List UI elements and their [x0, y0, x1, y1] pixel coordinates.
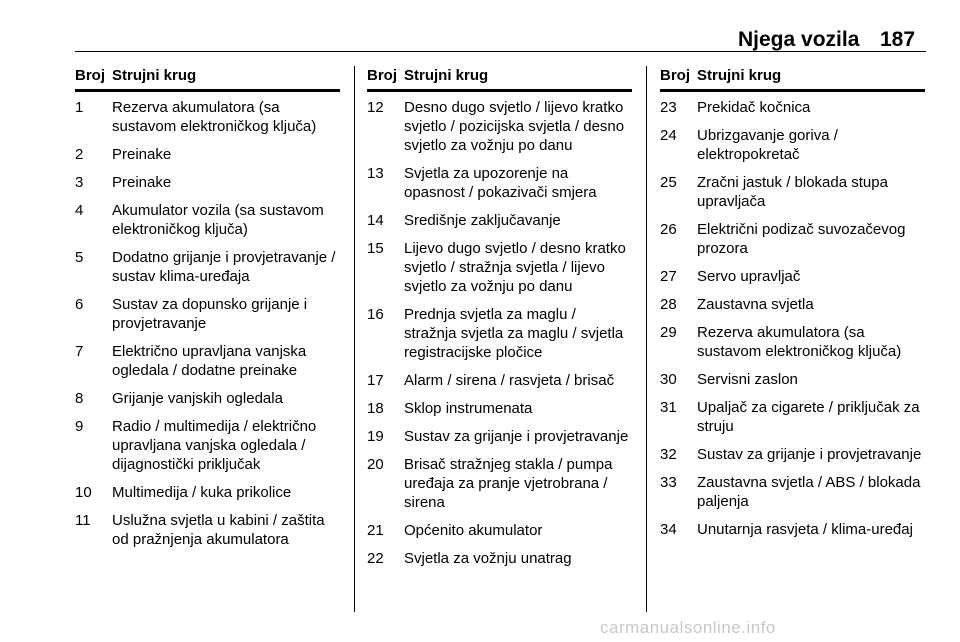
circuit-description: Zaustavna svjetla	[697, 296, 814, 313]
fuse-number: 27	[660, 268, 677, 285]
table-row	[75, 511, 340, 549]
fuse-number: 8	[75, 390, 84, 407]
fuse-number: 9	[75, 418, 84, 435]
circuit-description: Multimedija / kuka prikolice	[112, 484, 292, 501]
circuit-description: Alarm / sirena / rasvjeta / brisač	[404, 372, 615, 389]
circuit-description: Zaustavna svjetla / ABS / blokada paljenja	[697, 474, 921, 510]
fuse-number: 28	[660, 296, 677, 313]
table-row	[367, 399, 632, 418]
table-row	[660, 323, 925, 361]
fuse-number: 26	[660, 221, 677, 238]
fuse-number: 31	[660, 399, 677, 416]
column-divider	[354, 66, 355, 612]
table-row	[367, 98, 632, 155]
fuse-number: 2	[75, 146, 84, 163]
circuit-description: Upaljač za cigarete / priključak za struju	[697, 399, 920, 435]
table-row	[367, 455, 632, 512]
header-num: Broj	[75, 67, 105, 84]
fuse-number: 1	[75, 99, 84, 116]
table-row	[367, 371, 632, 390]
circuit-description: Ubrizgavanje goriva / elektropokretač	[697, 127, 838, 163]
circuit-description: Preinake	[112, 146, 172, 163]
circuit-description: Uslužna svjetla u kabini / zaštita od pražnjenja akumulatora	[112, 512, 325, 548]
fuse-number: 34	[660, 521, 677, 538]
fuse-number: 16	[367, 306, 384, 323]
table-row	[75, 98, 340, 136]
table-row	[75, 417, 340, 474]
column-divider	[646, 66, 647, 612]
circuit-description: Sustav za grijanje i provjetravanje	[697, 446, 922, 463]
fuse-number: 22	[367, 550, 384, 567]
table-row	[367, 427, 632, 446]
fuse-number: 29	[660, 324, 677, 341]
table-row	[660, 173, 925, 211]
table-row	[660, 473, 925, 511]
table-row	[367, 305, 632, 362]
table-row	[660, 520, 925, 539]
table-row	[75, 342, 340, 380]
fuse-number: 20	[367, 456, 384, 473]
fuse-number: 23	[660, 99, 677, 116]
circuit-description: Rezerva akumulatora (sa sustavom elektroničkog ključa)	[697, 324, 902, 360]
circuit-description: Servo upravljač	[697, 268, 801, 285]
table-row	[75, 248, 340, 286]
circuit-description: Dodatno grijanje i provjetravanje / sustav klima-uređaja	[112, 249, 336, 285]
table-header	[367, 66, 632, 92]
table-row	[660, 267, 925, 286]
fuse-number: 17	[367, 372, 384, 389]
circuit-description: Sustav za grijanje i provjetravanje	[404, 428, 629, 445]
table-row	[75, 483, 340, 502]
circuit-description: Sustav za dopunsko grijanje i provjetravanje	[112, 296, 308, 332]
fuse-number: 13	[367, 165, 384, 182]
circuit-description: Rezerva akumulatora (sa sustavom elektroničkog ključa)	[112, 99, 317, 135]
table-row	[367, 164, 632, 202]
watermark: carmanualsonline.info	[600, 618, 776, 637]
circuit-description: Svjetla za vožnju unatrag	[404, 550, 572, 567]
page-number: 187	[880, 28, 916, 51]
fuse-number: 12	[367, 99, 384, 116]
table-row	[660, 398, 925, 436]
circuit-description: Servisni zaslon	[697, 371, 798, 388]
fuse-table-column-1	[75, 66, 340, 558]
circuit-description: Preinake	[112, 174, 172, 191]
circuit-description: Lijevo dugo svjetlo / desno kratko svjetlo / stražnja svjetla / lijevo svjetlo za vožnju po danu	[404, 240, 626, 295]
fuse-table-column-2	[367, 66, 632, 577]
fuse-number: 14	[367, 212, 384, 229]
fuse-number: 10	[75, 484, 92, 501]
table-row	[660, 220, 925, 258]
table-row	[75, 389, 340, 408]
circuit-description: Zračni jastuk / blokada stupa upravljača	[697, 174, 888, 210]
fuse-number: 19	[367, 428, 384, 445]
circuit-description: Unutarnja rasvjeta / klima-uređaj	[697, 521, 913, 538]
fuse-number: 11	[75, 512, 91, 529]
fuse-number: 3	[75, 174, 84, 191]
circuit-description: Električno upravljana vanjska ogledala / dodatne preinake	[112, 343, 307, 379]
fuse-number: 33	[660, 474, 677, 491]
table-row	[367, 549, 632, 568]
circuit-description: Središnje zaključavanje	[404, 212, 561, 229]
fuse-number: 24	[660, 127, 677, 144]
circuit-description: Općenito akumulator	[404, 522, 543, 539]
circuit-description: Radio / multimedija / električno upravljana vanjska ogledala / dijagnostički priključak	[112, 418, 317, 473]
circuit-description: Prekidač kočnica	[697, 99, 811, 116]
circuit-description: Svjetla za upozorenje na opasnost / pokazivači smjera	[404, 165, 597, 201]
table-header	[75, 66, 340, 92]
header-divider	[75, 51, 926, 52]
fuse-number: 32	[660, 446, 677, 463]
header-circuit: Strujni krug	[404, 67, 489, 84]
table-row	[660, 445, 925, 464]
table-row	[75, 173, 340, 192]
circuit-description: Prednja svjetla za maglu / stražnja svjetla za maglu / svjetla registracijske pločice	[404, 306, 624, 361]
fuse-number: 25	[660, 174, 677, 191]
circuit-description: Grijanje vanjskih ogledala	[112, 390, 283, 407]
circuit-description: Brisač stražnjeg stakla / pumpa uređaja za pranje vjetrobrana / sirena	[404, 456, 613, 511]
table-row	[367, 521, 632, 540]
table-row	[660, 295, 925, 314]
header-circuit: Strujni krug	[112, 67, 197, 84]
circuit-description: Akumulator vozila (sa sustavom elektroničkog ključa)	[112, 202, 324, 238]
table-row	[75, 145, 340, 164]
table-header	[660, 66, 925, 92]
header-circuit: Strujni krug	[697, 67, 782, 84]
circuit-description: Sklop instrumenata	[404, 400, 533, 417]
fuse-number: 7	[75, 343, 84, 360]
table-row	[367, 211, 632, 230]
circuit-description: Desno dugo svjetlo / lijevo kratko svjetlo / pozicijska svjetla / desno svjetlo za vožnju po danu	[404, 99, 625, 154]
fuse-number: 18	[367, 400, 384, 417]
fuse-number: 15	[367, 240, 384, 257]
table-row	[75, 201, 340, 239]
fuse-table-column-3	[660, 66, 925, 548]
header-num: Broj	[367, 67, 397, 84]
header-num: Broj	[660, 67, 690, 84]
page-title: Njega vozila	[738, 28, 860, 51]
circuit-description: Električni podizač suvozačevog prozora	[697, 221, 906, 257]
fuse-number: 30	[660, 371, 677, 388]
fuse-number: 21	[367, 522, 384, 539]
fuse-number: 5	[75, 249, 84, 266]
table-row	[75, 295, 340, 333]
fuse-number: 4	[75, 202, 84, 219]
table-row	[660, 98, 925, 117]
table-row	[660, 126, 925, 164]
fuse-number: 6	[75, 296, 84, 313]
table-row	[660, 370, 925, 389]
table-row	[367, 239, 632, 296]
